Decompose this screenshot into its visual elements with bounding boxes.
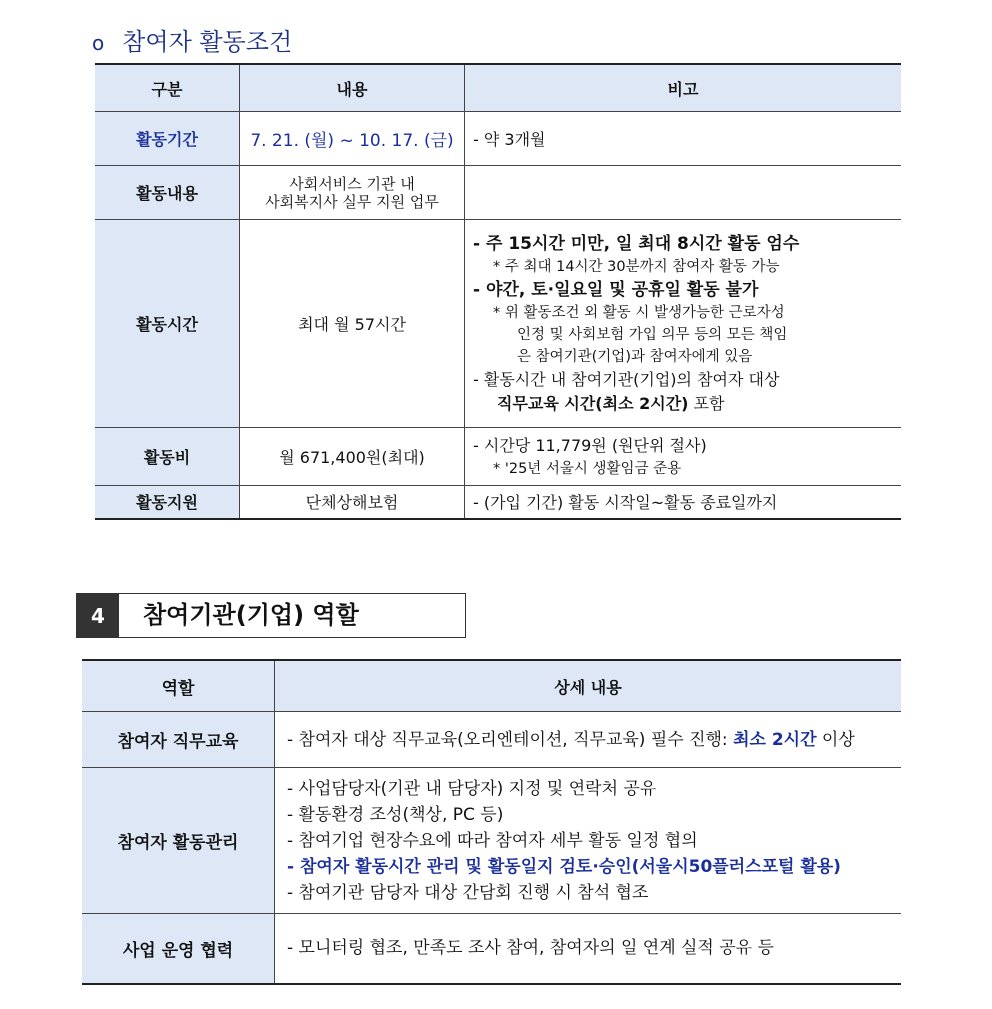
hours-note-3-bold: 직무교육 시간(최소 2시간): [497, 393, 689, 413]
row-label-training: 참여자 직무교육: [82, 712, 275, 768]
fee-value: 월 671,400원(최대): [240, 428, 465, 486]
table-header-row: [95, 64, 901, 112]
row-label-hours: 활동시간: [95, 220, 240, 428]
hours-note-2-sub2: 인정 및 사회보험 가입 의무 등의 모든 책임: [517, 326, 788, 343]
hours-note-3-cont: [473, 392, 893, 416]
row-label-period: 활동기간: [95, 112, 240, 166]
training-text-bold: 최소 2시간: [733, 729, 817, 750]
content-line-2: 사회복지사 실무 지원 업무: [265, 192, 439, 211]
table-row: [82, 712, 901, 768]
row-label-fee: 활동비: [95, 428, 240, 486]
cooperation-detail: - 모니터링 협조, 만족도 조사 참여, 참여자의 일 연계 실적 공유 등: [275, 914, 902, 984]
row-label-support: 활동지원: [95, 486, 240, 519]
hours-note-1: - 주 15시간 미만, 일 최대 8시간 활동 엄수: [473, 233, 800, 254]
content-line-1: 사회서비스 기관 내: [289, 174, 415, 193]
header-details: 상세 내용: [275, 660, 902, 712]
table-row: [95, 220, 901, 428]
section-bullet: o: [92, 31, 105, 55]
hours-note-1-sub: * 주 최대 14시간 30분까지 참여자 활동 가능: [493, 258, 780, 275]
row-label-management: 참여자 활동관리: [82, 768, 275, 914]
activity-conditions-table: [95, 63, 901, 520]
period-note: - 약 3개월: [465, 112, 902, 166]
hours-note-2: - 야간, 토·일요일 및 공휴일 활동 불가: [473, 279, 759, 300]
training-detail: [275, 712, 902, 768]
header-remarks: 비고: [465, 64, 902, 112]
management-item: - 활동환경 조성(책상, PC 등): [287, 804, 504, 825]
fee-note-1-sub: * '25년 서울시 생활임금 준용: [493, 460, 682, 477]
hours-note-2-sub3: 은 참여기관(기업)과 참여자에게 있음: [517, 348, 753, 365]
fee-note-1: - 시간당 11,779원 (원단위 절사): [473, 435, 707, 455]
table-header-row: [82, 660, 901, 712]
row-label-cooperation: 사업 운영 협력: [82, 914, 275, 984]
table-row: [95, 428, 901, 486]
period-value: 7. 21. (월) ~ 10. 17. (금): [240, 112, 465, 166]
hours-note-3: - 활동시간 내 참여기관(기업)의 참여자 대상: [473, 369, 780, 389]
table-row: [95, 486, 901, 519]
content-value: [240, 166, 465, 220]
table-row: [82, 768, 901, 914]
management-item-highlight: - 참여자 활동시간 관리 및 활동일지 검토·승인(서울시50플러스포털 활용): [287, 856, 841, 877]
header-role: 역할: [82, 660, 275, 712]
content-note: [465, 166, 902, 220]
support-note: - (가입 기간) 활동 시작일~활동 종료일까지: [465, 486, 902, 519]
training-text-post: 이상: [816, 729, 855, 750]
section-title: [92, 22, 292, 57]
row-label-content: 활동내용: [95, 166, 240, 220]
hours-note-3-tail: 포함: [688, 393, 725, 413]
header-content: 내용: [240, 64, 465, 112]
management-item: - 사업담당자(기관 내 담당자) 지정 및 연락처 공유: [287, 778, 657, 799]
table-row: [95, 166, 901, 220]
hours-note-2-sub1: * 위 활동조건 외 활동 시 발생가능한 근로자성: [493, 304, 785, 321]
table-row: [95, 112, 901, 166]
support-value: 단체상해보험: [240, 486, 465, 519]
fee-notes: [465, 428, 902, 486]
section-number-badge: 4: [77, 594, 119, 637]
management-detail: [275, 768, 902, 914]
hours-notes: [465, 220, 902, 428]
hours-value: 최대 월 57시간: [240, 220, 465, 428]
management-item: - 참여기업 현장수요에 따라 참여자 세부 활동 일정 협의: [287, 830, 698, 851]
section-4-header: [76, 593, 466, 638]
header-category: 구분: [95, 64, 240, 112]
section-title-text: 참여자 활동조건: [122, 28, 293, 56]
training-text-pre: - 참여자 대상 직무교육(오리엔테이션, 직무교육) 필수 진행:: [287, 729, 734, 750]
institution-roles-table: [82, 659, 901, 985]
section-4-title: 참여기관(기업) 역할: [143, 601, 359, 629]
table-row: [82, 914, 901, 984]
management-item: - 참여기관 담당자 대상 간담회 진행 시 참석 협조: [287, 882, 649, 903]
